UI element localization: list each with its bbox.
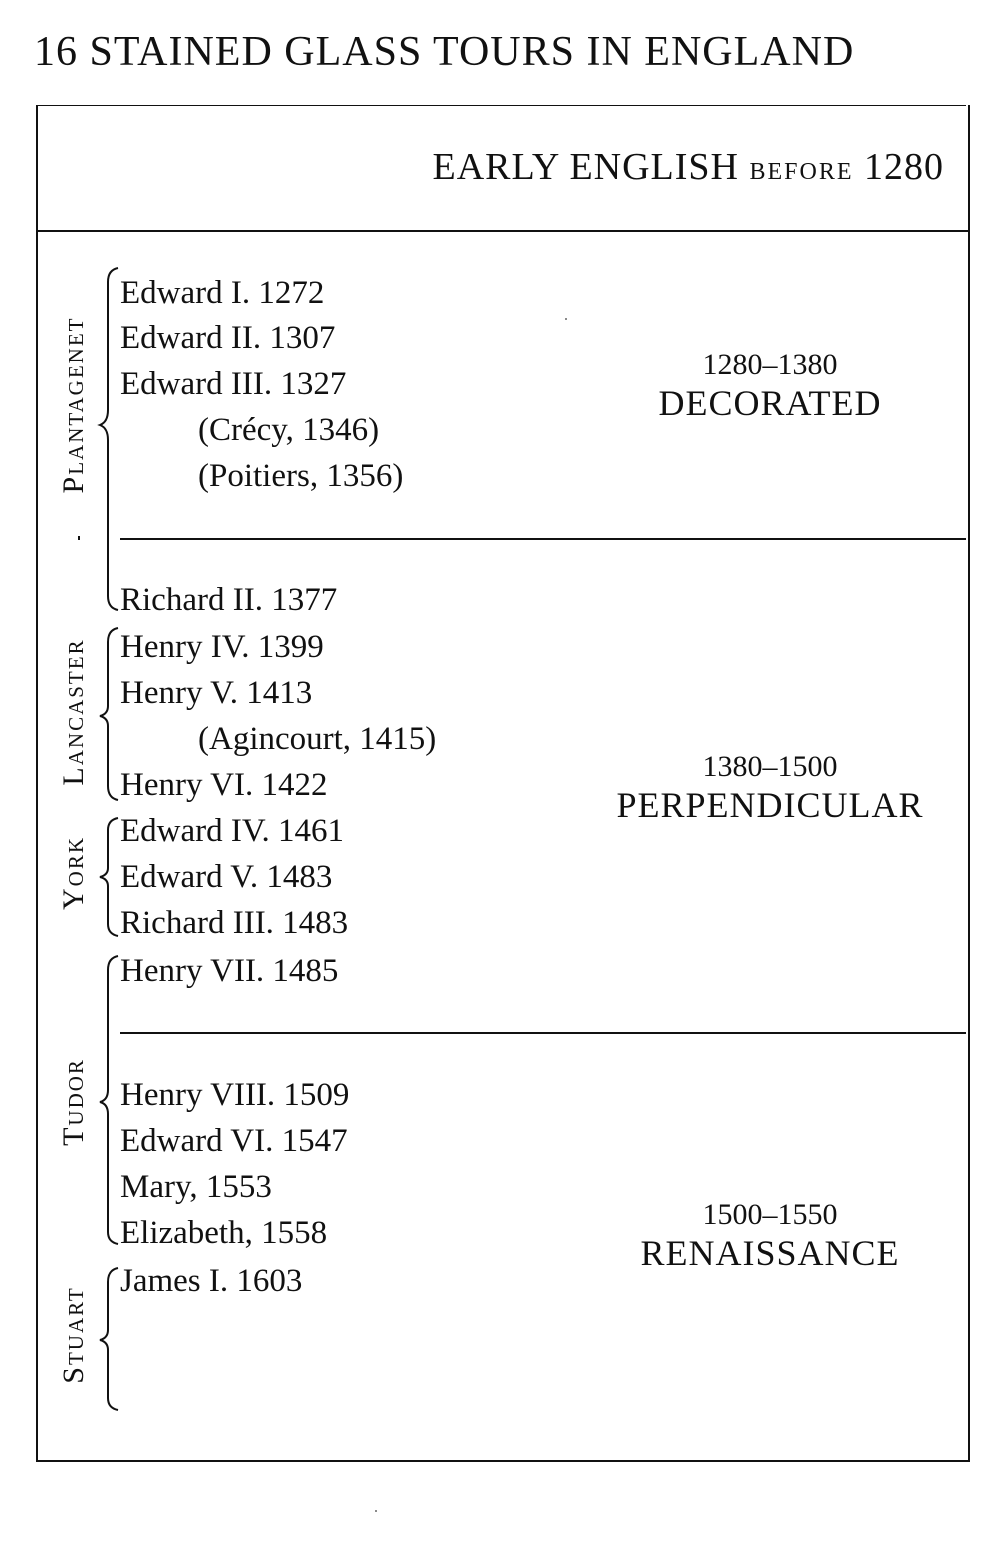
period-year: 1280 (864, 146, 944, 188)
period-name: DECORATED (658, 383, 882, 423)
period-name: PERPENDICULAR (616, 785, 924, 825)
period-name: EARLY ENGLISH (432, 146, 739, 188)
king-entry: James I. 1603 (120, 1263, 303, 1299)
event-entry: (Poitiers, 1356) (198, 458, 404, 494)
king-entry: Henry IV. 1399 (120, 629, 324, 665)
page-title: STAINED GLASS TOURS IN ENGLAND (89, 29, 855, 75)
period-dates: 1380–1500 (702, 750, 838, 783)
period-renaissance (590, 1198, 950, 1274)
period-dates: 1500–1550 (702, 1198, 838, 1231)
king-entry: Edward II. 1307 (120, 320, 336, 356)
period-perpendicular (590, 750, 950, 826)
king-entry: Henry VII. 1485 (120, 953, 339, 989)
dynasty-label: Stuart (57, 1286, 90, 1384)
dynasty-label: Lancaster (57, 638, 90, 786)
period-qualifier: BEFORE (749, 159, 854, 185)
king-entry: Edward III. 1327 (120, 366, 347, 402)
king-entry: Richard III. 1483 (120, 905, 349, 941)
dynasty-label: York (57, 835, 90, 911)
print-speck (375, 1510, 377, 1512)
event-entry: (Crécy, 1346) (198, 412, 380, 448)
page-number: 16 (34, 29, 78, 75)
king-entry: Henry V. 1413 (120, 675, 313, 711)
dynasty-label: Plantagenet (57, 316, 90, 494)
king-entry: Edward IV. 1461 (120, 813, 344, 849)
dynasty-label: Tudor (57, 1058, 90, 1146)
king-entry: Edward VI. 1547 (120, 1123, 348, 1159)
king-entry: Edward V. 1483 (120, 859, 333, 895)
event-entry: (Agincourt, 1415) (198, 721, 437, 757)
print-speck (565, 318, 567, 320)
king-entry: Henry VIII. 1509 (120, 1077, 350, 1113)
king-entry: Edward I. 1272 (120, 275, 325, 311)
king-entry: Richard II. 1377 (120, 582, 338, 618)
period-name: RENAISSANCE (640, 1233, 900, 1273)
period-decorated (590, 348, 950, 424)
period-dates: 1280–1380 (702, 348, 838, 381)
king-entry: Mary, 1553 (120, 1169, 272, 1205)
king-entry: Elizabeth, 1558 (120, 1215, 328, 1251)
king-entry: Henry VI. 1422 (120, 767, 328, 803)
